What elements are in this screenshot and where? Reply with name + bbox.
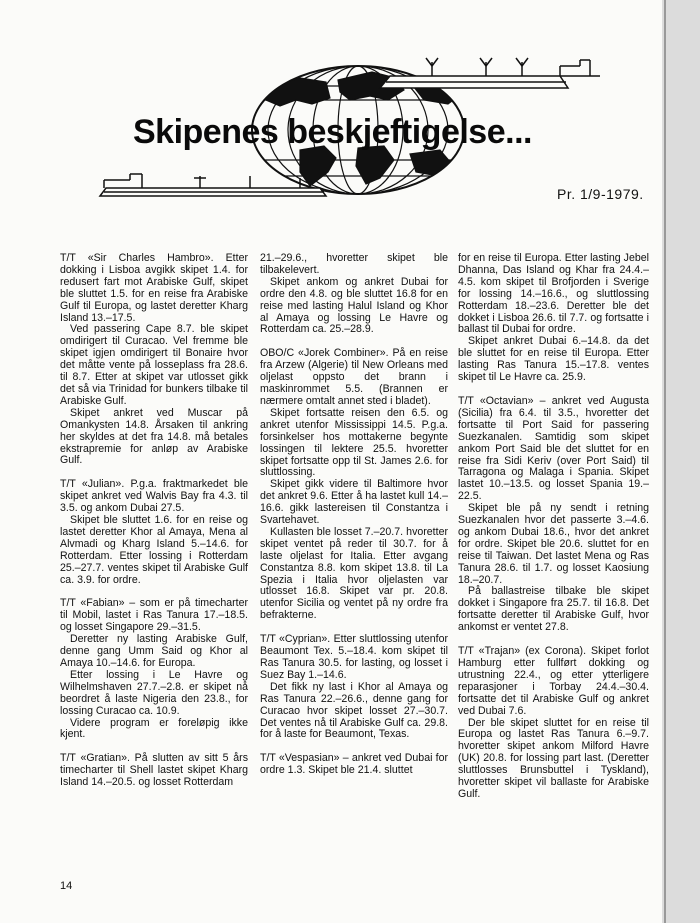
status-date: Pr. 1/9-1979. [557,186,644,202]
page-title: Skipenes beskjeftigelse... [133,113,532,151]
paragraph: Skipet fortsatte reisen den 6.5. og ankret utenfor Mississippi 14.5. P.g.a. forsinkelser hos mottakerne begynte lossingen til lektere 25.5. hvoretter skipet fortsatte opp til St. James 2.6. for sluttlossing. [260,406,448,479]
text-column-2 [260,253,448,777]
page-fold-line [664,0,666,923]
paragraph: Videre program er foreløpig ikke kjent. [60,716,248,741]
paragraph: OBO/C «Jorek Combiner». På en reise fra Arzew (Algerie) til New Orleans med oljelast oppsto det brann i maskinrommet 5.5. (Brannen er nærmere omtalt annet sted i bladet). [260,347,448,407]
paragraph: T/T «Sir Charles Hambro». Etter dokking i Lisboa avgikk skipet 1.4. for redusert fart mot Arabiske Gulf, skipet ble sluttet 1.5. for en reise fra Arabiske Gulf til Europa, og lastet deretter Kharg Island 13.–17.5. [60,252,248,324]
text-column-3 [458,253,649,801]
paragraph: Deretter ny lasting Arabiske Gulf, denne gang Umm Said og Khor al Amaya 10.–14.6. for Europa. [60,633,248,669]
paragraph: Skipet ble sluttet 1.6. for en reise og lastet deretter Khor al Amaya, Mena al Alvmadi og Kharg Island 5.–14.6. for Rotterdam. Etter lossing i Rotterdam 25.–27.7. ventes skipet til Arabiske Gulf ca. 3.9. for ordre. [60,514,248,586]
paragraph: T/T «Fabian» – som er på timecharter til Mobil, lastet i Ras Tanura 17.–18.5. og losset Singapore 29.–31.5. [60,597,248,634]
paragraph: Skipet ankom og ankret Dubai for ordre den 4.8. og ble sluttet 16.8 for en reise med lasting Halul Island og Khor al Amaya og lossing Le Havre og Rotterdam ca. 25.–28.9. [260,275,448,336]
paragraph: T/T «Cyprian». Etter sluttlossing utenfor Beaumont Tex. 5.–18.4. kom skipet til Ras Tanura 30.5. for lasting, og losset i Suez Bay 1.–14.6. [260,633,448,681]
tanker-ship-icon [100,174,326,196]
paragraph: T/T «Julian». P.g.a. fraktmarkedet ble skipet ankret ved Walvis Bay fra 4.3. til 3.5. og ankom Dubai 27.5. [60,478,248,515]
paragraph: for en reise til Europa. Etter lasting Jebel Dhanna, Das Island og Khar fra 24.4.–4.5. kom skipet til Brofjorden i Sverige for lossing 14.–16.6., og sluttlossing Rotterdam 18.–23.6. Deretter ble det dokket i Lisboa 26.6. til 7.7. og fortsatte i ballast til Dubai for ordre. [458,252,649,336]
paragraph: Skipet ble på ny sendt i retning Suezkanalen hvor det passerte 3.–4.6. og ankom Dubai 18.6., hvor det ankret for ordre. Skipet ble 20.6. sluttet for en reise til Taiwan. Det lastet Mena og Ras Tanura 28.6. til 1.7. og losset Kaosiung 18.–20.7. [458,502,649,586]
paragraph: T/T «Trajan» (ex Corona). Skipet forlot Hamburg etter fullført dokking og utrustning 22.4., og etter ytterligere reparasjoner i Torbay 24.4.–30.4. fortsatte det til Arabiske Gulf og ankret ved Dubai 7.6. [458,645,649,717]
paragraph: T/T «Vespasian» – ankret ved Dubai for ordre 1.3. Skipet ble 21.4. sluttet [260,752,448,777]
text-column-1 [60,253,248,789]
tanker-ship-icon [380,58,600,88]
paragraph: T/T «Gratian». På slutten av sitt 5 års timecharter til Shell lastet skipet Kharg Island 14.–20.5. og losset Rotterdam [60,752,248,789]
paragraph: Skipet ankret ved Muscar på Omankysten 14.8. Årsaken til ankring her skyldes at det fra 14.8. må betales ekstrapremie for anløp av Arabiske Gulf. [60,406,248,467]
paragraph: På ballastreise tilbake ble skipet dokket i Singapore fra 25.7. til 16.8. Det fortsatte deretter til Arabiske Gulf, hvor ankomst er ventet 27.8. [458,585,649,634]
paragraph: Der ble skipet sluttet for en reise til Europa og lastet Ras Tanura 6.–9.7. hvoretter skipet ankom Milford Havre (UK) 20.8. for lossing part last. (Deretter sluttlosses Brunsbuttel i Tyskland), hvoretter skipet vil ballaste for Arabiske Gulf. [458,716,649,800]
paragraph: Det fikk ny last i Khor al Amaya og Ras Tanura 22.–26.6., denne gang for Curacao hvor skipet losset 27.–30.7. Det ventes nå til Arabiske Gulf ca. 29.8. for å laste for Beaumont, Texas. [260,680,448,741]
page-edge [662,0,700,923]
paragraph: 21.–29.6., hvoretter skipet ble tilbakelevert. [260,252,448,276]
paragraph: Ved passering Cape 8.7. ble skipet omdirigert til Curacao. Vel fremme ble skipet igjen omdirigert til Bonaire hvor det måtte vente på losseplass fra 28.6. til 8.7. Etter at skipet var utlosset gikk det så via Trinidad for bunkers tilbake til Arabiske Gulf. [60,323,248,407]
paragraph: T/T «Octavian» – ankret ved Augusta (Sicilia) fra 6.4. til 3.5., hvoretter det fortsatte til Port Said for passering Suezkanalen. Samtidig som skipet ankom Port Said ble det sluttet for en reise fra Sidi Keriv (over Port Said) til Tarragona og Malaga i Spania. Skipet lastet 10.–13.5. og losset Spania 19.–22.5. [458,394,649,503]
page-number: 14 [60,880,73,892]
paragraph: Kullasten ble losset 7.–20.7. hvoretter skipet ventet på reder til 30.7. for å laste oljelast for Italia. Etter avgang Constantza 8.8. kom skipet 13.8. til La Spezia i Italia hvor oljelasten var utlosset 16.8. Skipet var pr. 20.8. utenfor Sicilia og ventet på ny ordre fra befrakterne. [260,525,448,622]
paragraph: Skipet ankret Dubai 6.–14.8. da det ble sluttet for en reise til Europa. Etter lasting Ras Tanura 15.–17.8. ventes skipet til Le Havre ca. 25.9. [458,335,649,384]
paragraph: Skipet gikk videre til Baltimore hvor det ankret 9.6. Etter å ha lastet kull 14.–16.6. gikk lastereisen til Constantza i Svartehavet. [260,478,448,527]
paragraph: Etter lossing i Le Havre og Wilhelmshaven 27.7.–2.8. er skipet nå beordret å laste Nigeria den 23.8., for lossing Curacao ca. 10.9. [60,668,248,717]
